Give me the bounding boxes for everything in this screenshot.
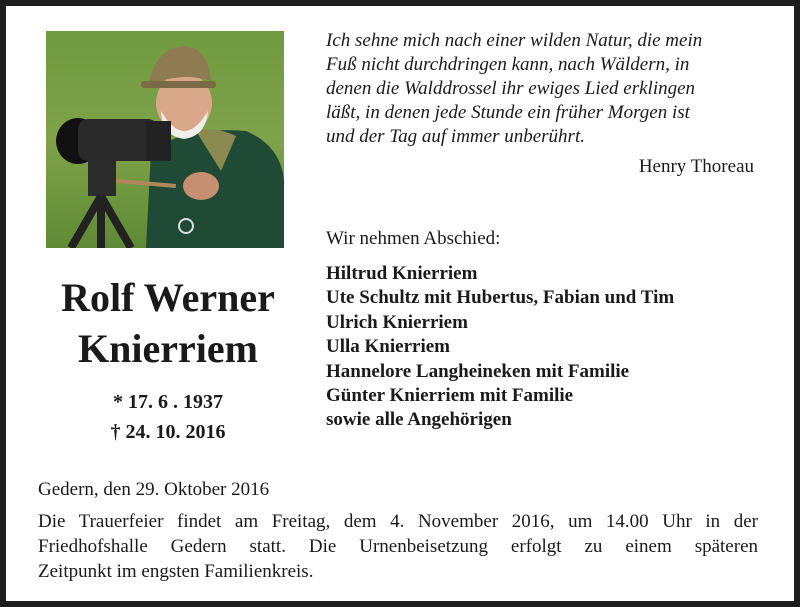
quote-line: denen die Walddrossel ihr ewiges Lied erklingen	[326, 78, 696, 99]
mourners-list	[326, 262, 674, 433]
death-date: † 24. 10. 2016	[110, 421, 226, 443]
quote-line: Fuß nicht durchdringen kann, nach Wäldern, in	[326, 54, 690, 75]
mourner: Hannelore Langheineken mit Familie	[326, 360, 630, 382]
thoreau-quote	[326, 29, 766, 149]
mourner: Günter Knierriem mit Familie	[326, 385, 574, 407]
mourner: Ulrich Knierriem	[326, 311, 468, 333]
quote-line: läßt, in denen jede Stunde ein früher Morgen ist	[326, 102, 690, 123]
quote-author: Henry Thoreau	[638, 156, 754, 177]
quote-line: Ich sehne mich nach einer wilden Natur, die mein	[326, 30, 703, 51]
deceased-first-name: Rolf Werner	[61, 275, 275, 320]
mourner: sowie alle Angehörigen	[326, 409, 512, 431]
ceremony-line: Die Trauerfeier findet am Freitag, dem 4. November 2016, um 14.00 Uhr in der	[38, 511, 758, 532]
life-dates	[30, 387, 306, 447]
mourner: Ute Schultz mit Hubertus, Fabian und Tim	[326, 287, 675, 309]
ceremony-info	[38, 509, 758, 584]
birth-date: * 17. 6 . 1937	[113, 391, 223, 413]
deceased-name	[30, 272, 306, 374]
deceased-last-name: Knierriem	[78, 326, 258, 371]
mourner: Hiltrud Knierriem	[326, 263, 478, 284]
portrait-photo	[46, 31, 284, 248]
quote-line: und der Tag auf immer unberührt.	[326, 126, 585, 147]
mourner: Ulla Knierriem	[326, 336, 450, 358]
farewell-intro: Wir nehmen Abschied:	[326, 228, 501, 249]
ceremony-line: Friedhofshalle Gedern statt. Die Urnenbeisetzung erfolgt zu einem späteren	[38, 536, 758, 557]
place-date: Gedern, den 29. Oktober 2016	[38, 479, 270, 500]
ceremony-line: Zeitpunkt im engsten Familienkreis.	[38, 561, 314, 582]
